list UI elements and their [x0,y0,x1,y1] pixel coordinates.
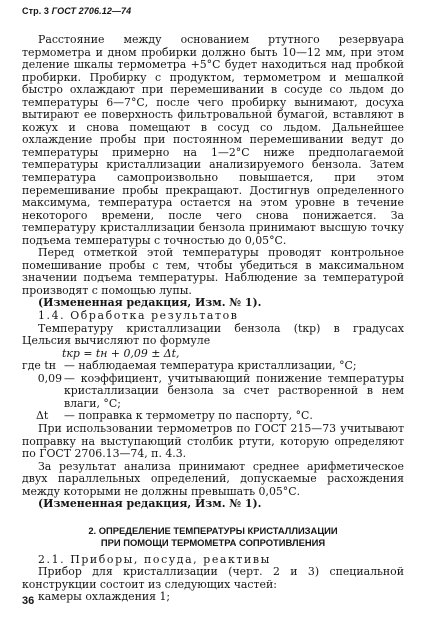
paragraph: камеры охлаждения 1; [38,590,171,604]
section-title-line: 2. ОПРЕДЕЛЕНИЕ ТЕМПЕРАТУРЫ КРИСТАЛЛИЗАЦИИ [88,524,338,536]
definition-term: 0,09 [37,371,62,385]
definition-desc: — поправка к термометру по паспорту, °С. [64,409,313,423]
definition-desc: — коэффициент, учитывающий понижение температуры кристаллизации бензола за счет растворенной в нем влаги, °С; [64,371,404,410]
gost-code: ГОСТ 2706.12—74 [51,6,132,16]
paragraph: За результат анализа принимают среднее арифметическое двух параллельных определений, допускаемые расхождения между которыми не должны превышать 0,05°С. [22,459,404,498]
paragraph: Прибор для кристаллизации (черт. 2 и 3) специальной конструкции состоит из следующих частей: [22,565,404,591]
section-heading: 2.1. Приборы, посуда, реактивы [38,552,271,566]
page-number: 36 [22,595,35,607]
page-header [22,6,131,16]
definition-row [22,360,404,373]
definition-row [22,373,404,411]
formula: tкр = tн + 0,09 ± Δt, [62,346,180,360]
definition-term: Δt [36,409,49,423]
paragraph: Расстояние между основанием ртутного резервуара термометра и дном пробирки должно быть 10—12 мм, при этом деление шкалы термометра +5°С будет находиться над пробкой пробирки. Пробирку с продуктом, термометром и мешалкой быстро охлаждают при перемешивании в сосуде со льдом до температуры 6—7°С, после чего пробирку вынимают, досуха вытирают ее поверхность фильтровальной бумагой, вставляют в кожух и снова помещают в сосуд со льдом. Дальнейшее охлаждение пробы при постоянном перемешивании ведут до температуры примерно на 1—2°С ниже предполагаемой температуры кристаллизации анализируемого бензола. Затем температура самопроизвольно повышается, при этом перемешивание пробы прекращают. Достигнув определенного максимума, температура остается на этом уровне в течение некоторого времени, после чего снова понижается. За температуру кристаллизации бензола принимают высшую точку подъема температуры с точностью до 0,05°С. [22,33,404,247]
section-title-line: ПРИ ПОМОЩИ ТЕРМОМЕТРА СОПРОТИВЛЕНИЯ [100,537,326,549]
definition-term: где tн [22,359,56,373]
paragraph: При использовании термометров по ГОСТ 215—73 учитывают поправку на выступающий столбик ртути, которую определяют по ГОСТ 2706.13—74, п. 4.3. [22,421,404,461]
section-heading: 1.4. Обработка результатов [38,309,239,323]
amendment-note: (Измененная редакция, Изм. № 1). [38,497,262,511]
page-label: Стр. 3 [22,6,50,16]
amendment-note: (Измененная редакция, Изм. № 1). [38,296,262,310]
paragraph: Перед отметкой этой температуры проводят контрольное помешивание пробы с тем, чтобы убедиться в максимальном значении подъема температуры. Наблюдение за температурой производят с помощью лупы. [22,246,404,297]
body-text [22,34,404,604]
definition-desc: — наблюдаемая температура кристаллизации, °С; [64,359,357,373]
section-2-title [22,525,404,550]
paragraph: Температуру кристаллизации бензола (tкр) в градусах Цельсия вычисляют по формуле [22,321,404,348]
